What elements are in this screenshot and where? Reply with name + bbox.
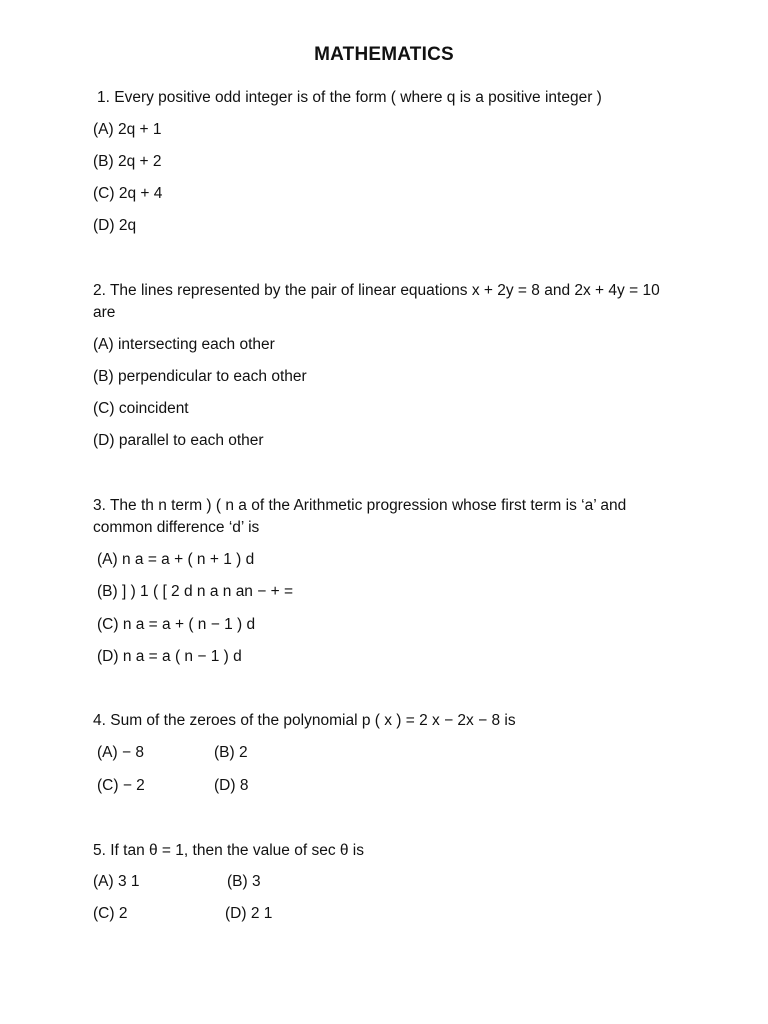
question-3-option-c: (C) n a = a + ( n − 1 ) d [97, 616, 256, 633]
question-3-text: 3. The th n term ) ( n a of the Arithmetic progression whose first term is ‘a’ and common difference ‘d’ is [93, 497, 627, 536]
question-4-option-c: (C) − 2 [97, 777, 145, 794]
question-3-option-b: (B) ] ) 1 ( [ 2 d n a n an − + = [97, 583, 294, 600]
question-1-text: 1. Every positive odd integer is of the form ( where q is a positive integer ) [97, 89, 602, 106]
question-2-option-c: (C) coincident [93, 400, 189, 417]
question-2-option-a: (A) intersecting each other [93, 336, 275, 353]
question-1-option-b: (B) 2q + 2 [93, 153, 162, 170]
question-5-option-c: (C) 2 [93, 905, 128, 922]
question-4-option-d: (D) 8 [214, 777, 249, 794]
question-2-option-b: (B) perpendicular to each other [93, 368, 307, 385]
question-2-text: 2. The lines represented by the pair of linear equations x + 2y = 8 and 2x + 4y = 10 are [93, 282, 660, 321]
question-1-option-c: (C) 2q + 4 [93, 185, 163, 202]
question-5-option-a: (A) 3 1 [93, 873, 140, 890]
question-1-option-d: (D) 2q [93, 217, 137, 234]
question-2-option-d: (D) parallel to each other [93, 432, 264, 449]
question-3-option-a: (A) n a = a + ( n + 1 ) d [97, 551, 255, 568]
question-5-option-d: (D) 2 1 [225, 905, 273, 922]
question-1-option-a: (A) 2q + 1 [93, 121, 162, 138]
question-5-option-b: (B) 3 [227, 873, 261, 890]
question-4-option-a: (A) − 8 [97, 744, 144, 761]
question-3-option-d: (D) n a = a ( n − 1 ) d [97, 648, 242, 665]
question-4-option-b: (B) 2 [214, 744, 248, 761]
question-5-text: 5. If tan θ = 1, then the value of sec θ is [93, 842, 364, 859]
page-title: MATHEMATICS [314, 44, 454, 65]
question-4-text: 4. Sum of the zeroes of the polynomial p ( x ) = 2 x − 2x − 8 is [93, 712, 516, 729]
